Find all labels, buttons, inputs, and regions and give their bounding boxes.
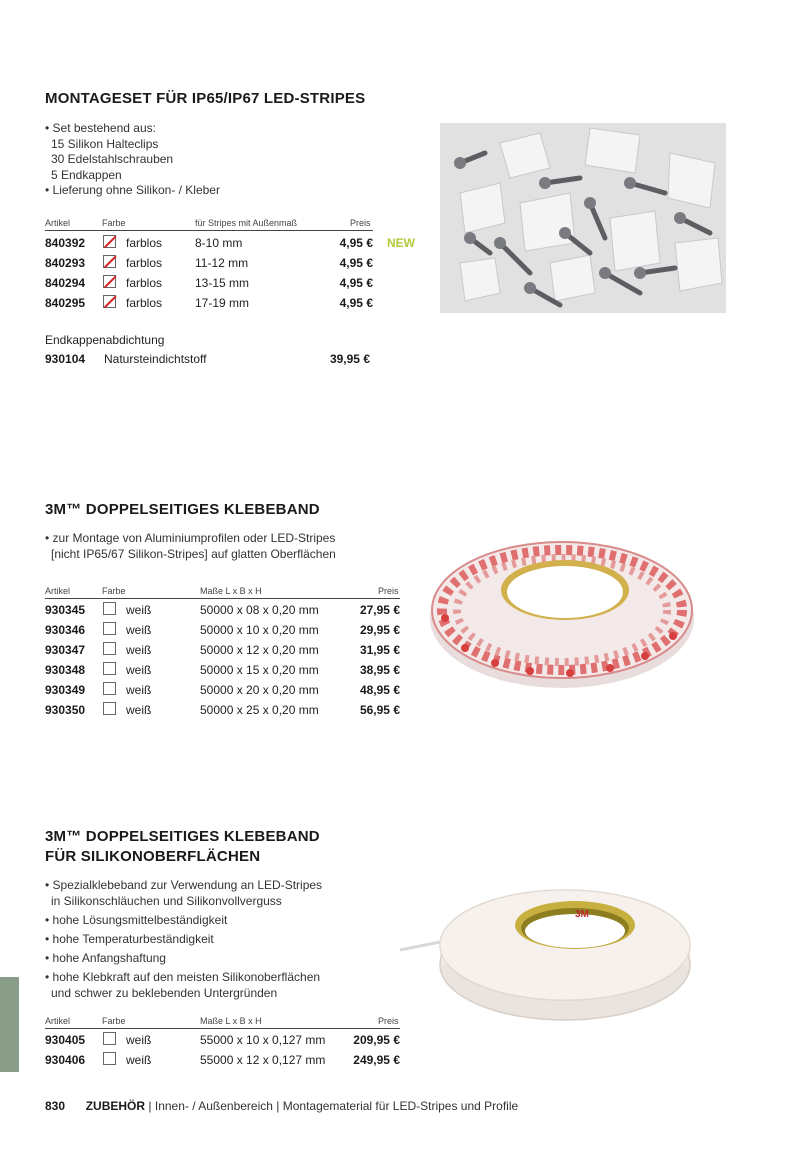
page-number: 830 <box>45 1099 66 1113</box>
dimension: 11-12 mm <box>195 256 249 270</box>
price: 38,95 € <box>359 663 400 677</box>
section1-title: MONTAGESET FÜR IP65/IP67 LED-STRIPES <box>45 90 366 107</box>
bullet: • Set bestehend aus: <box>45 121 156 135</box>
price: 4,95 € <box>339 236 373 250</box>
table-row <box>0 349 805 369</box>
dimension: 50000 x 25 x 0,20 mm <box>200 703 319 717</box>
dimension: 50000 x 20 x 0,20 mm <box>200 683 319 697</box>
bullet: • Spezialklebeband zur Verwendung an LED-Stripes <box>45 878 323 892</box>
color-swatch-clear <box>103 295 116 308</box>
color-swatch-white <box>103 622 116 635</box>
col-header-mass: für Stripes mit Außenmaß <box>195 218 298 228</box>
bullet: • hohe Klebkraft auf den meisten Silikonoberflächen <box>45 970 321 984</box>
price: 249,95 € <box>353 1053 400 1067</box>
bullet-sub: in Silikonschläuchen und Silikonvollverguss <box>51 894 282 908</box>
footer-breadcrumb: | Innen- / Außenbereich | Montagematerial für LED-Stripes und Profile <box>148 1099 519 1113</box>
col-header-artikel: Artikel <box>45 586 71 596</box>
product-name: Natursteindichtstoff <box>104 352 207 366</box>
color-swatch-white <box>103 682 116 695</box>
price: 31,95 € <box>359 643 400 657</box>
table-row <box>0 1050 805 1070</box>
color-name: farblos <box>126 236 163 250</box>
color-swatch-white <box>103 1032 116 1045</box>
color-swatch-white <box>103 702 116 715</box>
article-number: 930350 <box>45 703 86 717</box>
col-header-artikel: Artikel <box>45 218 71 228</box>
section2-bullets <box>45 531 336 562</box>
color-swatch-white <box>103 1052 116 1065</box>
section3-title-line2: FÜR SILIKONOBERFLÄCHEN <box>45 848 261 865</box>
bullet: • Lieferung ohne Silikon- / Kleber <box>45 183 220 197</box>
color-name: weiß <box>126 703 152 717</box>
color-name: weiß <box>126 663 152 677</box>
price: 39,95 € <box>329 352 370 366</box>
color-swatch-clear <box>103 275 116 288</box>
bullet-sub: 30 Edelstahlschrauben <box>51 152 174 166</box>
table-header-rule <box>45 1028 400 1029</box>
table-header-rule <box>45 598 400 599</box>
color-name: weiß <box>126 603 152 617</box>
dimension: 50000 x 08 x 0,20 mm <box>200 603 319 617</box>
price: 48,95 € <box>359 683 400 697</box>
price: 56,95 € <box>359 703 400 717</box>
article-number: 840293 <box>45 256 86 270</box>
price: 4,95 € <box>339 276 373 290</box>
new-badge: NEW <box>387 236 415 250</box>
dimension: 50000 x 15 x 0,20 mm <box>200 663 319 677</box>
color-swatch-white <box>103 642 116 655</box>
dimension: 50000 x 10 x 0,20 mm <box>200 623 319 637</box>
article-number: 840294 <box>45 276 86 290</box>
price: 4,95 € <box>339 256 373 270</box>
color-name: farblos <box>126 256 163 270</box>
section3-bullets <box>45 877 322 1001</box>
footer-category: ZUBEHÖR <box>85 1099 146 1113</box>
price: 209,95 € <box>353 1033 400 1047</box>
section1-bullets <box>45 121 220 199</box>
price: 4,95 € <box>339 296 373 310</box>
dimension: 13-15 mm <box>195 276 250 290</box>
article-number: 930349 <box>45 683 86 697</box>
section3-title <box>45 827 320 867</box>
bullet-sub: 15 Silikon Halteclips <box>51 136 159 151</box>
brand-logo-3m: 3M <box>575 909 589 920</box>
col-header-artikel: Artikel <box>45 1016 71 1026</box>
article-number: 930347 <box>45 643 86 657</box>
color-name: weiß <box>126 683 152 697</box>
col-header-preis: Preis <box>350 218 371 228</box>
article-number: 930405 <box>45 1033 86 1047</box>
page-footer <box>45 1099 518 1113</box>
article-number: 930104 <box>45 352 86 366</box>
article-number: 930346 <box>45 623 86 637</box>
col-header-preis: Preis <box>378 1016 399 1026</box>
col-header-farbe: Farbe <box>102 218 126 228</box>
bullet-sub: [nicht IP65/67 Silikon-Stripes] auf glatten Oberflächen <box>51 546 336 561</box>
dimension: 55000 x 12 x 0,127 mm <box>200 1053 326 1067</box>
section2-title: 3M™ DOPPELSEITIGES KLEBEBAND <box>45 501 320 518</box>
article-number: 840295 <box>45 296 86 310</box>
article-number: 930406 <box>45 1053 86 1067</box>
bullet-sub: und schwer zu beklebenden Untergründen <box>51 986 278 1000</box>
color-name: farblos <box>126 296 163 310</box>
price: 27,95 € <box>359 603 400 617</box>
section3-title-line1: 3M™ DOPPELSEITIGES KLEBEBAND <box>45 828 320 845</box>
col-header-mass: Maße L x B x H <box>200 586 262 596</box>
table-row <box>0 700 805 720</box>
chapter-side-tab <box>0 977 19 1072</box>
col-header-mass: Maße L x B x H <box>200 1016 262 1026</box>
table-row <box>0 1030 805 1050</box>
color-swatch-clear <box>103 235 116 248</box>
color-swatch-white <box>103 602 116 615</box>
color-swatch-clear <box>103 255 116 268</box>
article-number: 930345 <box>45 603 86 617</box>
extra-label: Endkappenabdichtung <box>45 333 165 347</box>
color-name: farblos <box>126 276 163 290</box>
color-swatch-white <box>103 662 116 675</box>
bullet: • zur Montage von Aluminiumprofilen oder LED-Stripes <box>45 531 336 545</box>
bullet: • hohe Lösungsmittelbeständigkeit <box>45 913 228 927</box>
table-header-rule <box>45 230 373 231</box>
col-header-farbe: Farbe <box>102 586 126 596</box>
bullet: • hohe Anfangshaftung <box>45 951 166 965</box>
color-name: weiß <box>126 1053 152 1067</box>
bullet-sub: 5 Endkappen <box>51 167 122 182</box>
color-name: weiß <box>126 1033 152 1047</box>
product-image-tape-roll-red <box>425 538 700 693</box>
dimension: 50000 x 12 x 0,20 mm <box>200 643 319 657</box>
color-name: weiß <box>126 623 152 637</box>
product-image-tape-roll-silicone <box>395 875 695 1025</box>
product-image-clips <box>440 123 726 313</box>
dimension: 55000 x 10 x 0,127 mm <box>200 1033 326 1047</box>
article-number: 930348 <box>45 663 86 677</box>
dimension: 8-10 mm <box>195 236 243 250</box>
color-name: weiß <box>126 643 152 657</box>
col-header-farbe: Farbe <box>102 1016 126 1026</box>
dimension: 17-19 mm <box>195 296 250 310</box>
price: 29,95 € <box>359 623 400 637</box>
article-number: 840392 <box>45 236 86 250</box>
col-header-preis: Preis <box>378 586 399 596</box>
bullet: • hohe Temperaturbeständigkeit <box>45 932 214 946</box>
